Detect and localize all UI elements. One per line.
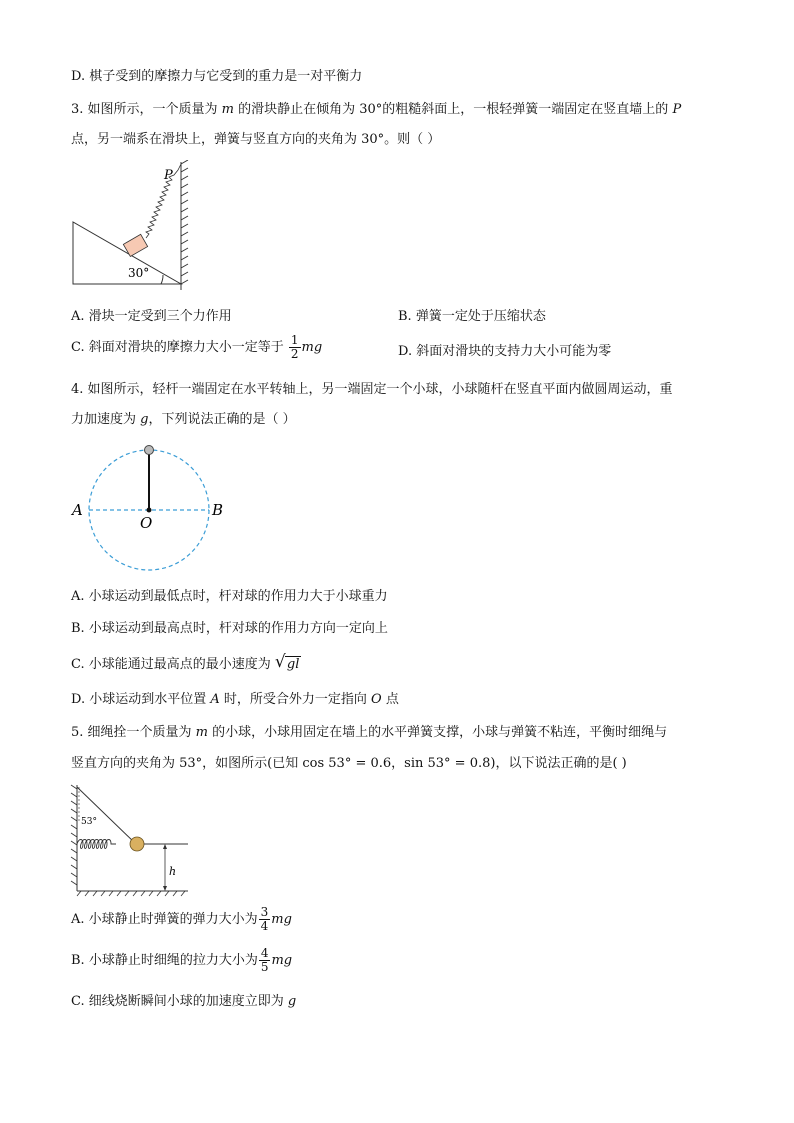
spring — [77, 840, 116, 849]
q4-option-d-text-c: 点 — [381, 692, 399, 707]
q4-option-c-text: C. 小球能通过最高点的最小速度为 — [71, 657, 271, 672]
q4-option-d-text-b: 时，所受合外力一定指向 — [219, 692, 372, 707]
sqrt-sign: √ — [274, 652, 286, 672]
angle-label: 30° — [128, 266, 150, 280]
frac-num: 1 — [290, 333, 299, 347]
q4-stem-line1: 4. 如图所示，轻杆一端固定在水平转轴上，另一端固定一个小球，小球随杆在竖直平面内做圆周运动，重 — [71, 382, 673, 397]
q5-option-b-var: mg — [271, 953, 293, 968]
q5-option-c — [71, 993, 296, 1011]
q5-spring-figure — [66, 783, 196, 898]
frac-den: 2 — [290, 347, 299, 361]
q4-option-d-o: O — [371, 692, 382, 707]
q5-option-c-var: g — [287, 994, 297, 1009]
q5-option-b — [71, 947, 292, 974]
q5-mass-var: m — [195, 725, 208, 740]
q3-option-c-var: mg — [301, 340, 323, 355]
q4-option-d-pt: A — [210, 692, 220, 707]
q4-option-a: A. 小球运动到最低点时，杆对球的作用力大于小球重力 — [71, 589, 388, 604]
height-label: h — [169, 865, 177, 878]
q5-option-a-text: A. 小球静止时弹簧的弹力大小为 — [71, 912, 258, 927]
q3-incline-figure — [66, 160, 196, 295]
wall-hatching — [71, 785, 77, 885]
q4-circle-figure — [66, 440, 236, 576]
q2-option-d: D. 棋子受到的摩擦力与它受到的重力是一对平衡力 — [71, 69, 363, 84]
label-b: B — [212, 501, 224, 519]
q3-option-a: A. 滑块一定受到三个力作用 — [71, 309, 232, 324]
angle-arc — [161, 275, 163, 284]
q4-stem-line2 — [71, 411, 296, 429]
q3-stem-text-b: 的滑块静止在倾角为 30°的粗糙斜面上，一根轻弹簧一端固定在竖直墙上的 — [234, 102, 673, 117]
q5-stem-line1 — [71, 724, 667, 742]
q4-stem-text-a: 力加速度为 — [71, 412, 141, 427]
point-p-label: P — [164, 168, 173, 183]
q5-option-b-text: B. 小球静止时细绳的拉力大小为 — [71, 953, 258, 968]
frac-num: 3 — [260, 905, 269, 919]
sqrt — [274, 652, 301, 674]
ball — [130, 837, 144, 851]
q3-mass-var: m — [221, 102, 234, 117]
q5-option-a-var: mg — [271, 912, 292, 927]
q3-option-c — [71, 334, 322, 361]
fraction — [259, 947, 271, 974]
pivot-o — [147, 508, 152, 513]
q3-option-d: D. 斜面对滑块的支持力大小可能为零 — [398, 344, 612, 359]
q4-g-var: g — [140, 412, 149, 427]
q4-option-b: B. 小球运动到最高点时，杆对球的作用力方向一定向上 — [71, 621, 388, 636]
frac-num: 4 — [260, 946, 269, 960]
q4-option-d-text-a: D. 小球运动到水平位置 — [71, 692, 211, 707]
radicand: gl — [286, 657, 300, 672]
rope — [77, 787, 136, 844]
q5-stem-line2: 竖直方向的夹角为 53°，如图所示(已知 cos 53° = 0.6，sin 53° = 0.8)，以下说法正确的是( ) — [71, 756, 627, 771]
q3-stem-line1 — [71, 101, 681, 119]
label-a: A — [72, 501, 83, 519]
fraction — [259, 906, 271, 933]
frac-den: 5 — [260, 960, 269, 974]
q5-stem-text-a: 5. 细绳拴一个质量为 — [71, 725, 196, 740]
q5-option-a — [71, 906, 292, 933]
q3-point-var: P — [672, 102, 682, 117]
ball — [145, 446, 154, 455]
q4-option-c — [71, 652, 301, 674]
wall-hatching — [181, 160, 188, 290]
label-o: O — [140, 514, 153, 532]
q4-option-d — [71, 691, 399, 709]
q3-option-c-text: C. 斜面对滑块的摩擦力大小一定等于 — [71, 340, 284, 355]
q3-stem-text-a: 3. 如图所示，一个质量为 — [71, 102, 222, 117]
q5-option-c-text: C. 细线烧断瞬间小球的加速度立即为 — [71, 994, 288, 1009]
q3-stem-line2: 点，另一端系在滑块上，弹簧与竖直方向的夹角为 30°。则（ ） — [71, 132, 441, 147]
fraction — [289, 334, 301, 361]
ground-hatching — [77, 891, 185, 896]
frac-den: 4 — [260, 919, 269, 933]
angle-label: 53° — [81, 817, 97, 827]
q3-option-b: B. 弹簧一定处于压缩状态 — [398, 309, 546, 324]
incline-triangle — [73, 222, 181, 284]
q4-stem-text-b: ，下列说法正确的是（ ） — [148, 412, 296, 427]
q5-stem-text-b: 的小球，小球用固定在墙上的水平弹簧支撑，小球与弹簧不粘连，平衡时细绳与 — [208, 725, 668, 740]
